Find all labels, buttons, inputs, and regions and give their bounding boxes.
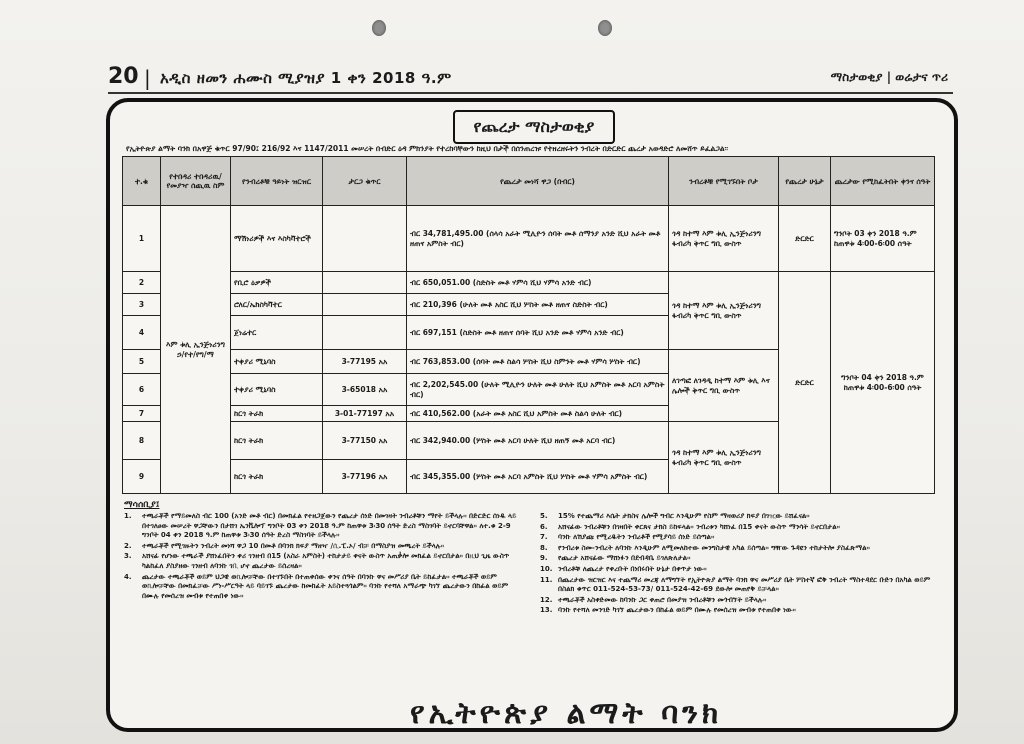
col-header-location: ንብረቶቹ የሚገኙበት ቦታ bbox=[669, 157, 779, 206]
row-no: 3 bbox=[123, 294, 161, 316]
row-opening: ግንቦት 04 ቀን 2018 ዓ.ም ከጠዋቱ 4፡00-6፡00 ሰዓት bbox=[831, 272, 935, 494]
row-plate bbox=[323, 206, 407, 272]
note-item bbox=[540, 533, 932, 543]
row-plate: 3-77150 አአ bbox=[323, 422, 407, 460]
notes-right-column bbox=[540, 512, 932, 617]
note-number: 10. bbox=[540, 564, 553, 573]
note-text: ባንኩ ለሽያጩ የሚረዱትን ንብረቶች የሚያሳይ ሰነድ ይሰጣል፡፡ bbox=[558, 533, 715, 542]
note-number: 13. bbox=[540, 606, 553, 615]
note-item bbox=[124, 573, 524, 602]
note-item bbox=[540, 544, 932, 554]
note-item bbox=[540, 512, 932, 522]
note-item bbox=[540, 606, 932, 616]
note-text: አሸናፊው ንብረቶቹን በገዛበት ቀርጸና ታክስ ይከፍላል፡፡ ንብረቱን ካሸነፈ በ15 ቀናት ውስጥ ማንሳት ይኖርበታል፡፡ bbox=[558, 522, 841, 531]
note-item bbox=[540, 576, 932, 595]
row-plate: 3-77195 አአ bbox=[323, 350, 407, 374]
row-no: 5 bbox=[123, 350, 161, 374]
note-text: ተጫራቾች አስቀድመው ከባንኩ ጋር ቀጠሮ በመያዝ ንብረቶቹን መጎብኘት ይችላሉ፡፡ bbox=[558, 595, 767, 604]
col-header-opening: ጨረታው የሚከፈትበት ቀንና ሰዓት bbox=[831, 157, 935, 206]
row-opening: ግንቦት 03 ቀን 2018 ዓ.ም ከጠዋቱ 4፡00-6፡00 ሰዓት bbox=[831, 206, 935, 272]
auction-table bbox=[122, 156, 935, 494]
note-number: 8. bbox=[540, 543, 548, 552]
row-plate bbox=[323, 294, 407, 316]
note-number: 1. bbox=[124, 512, 132, 520]
note-number: 12. bbox=[540, 595, 553, 604]
col-header-plate: ታርጋ ቁጥር bbox=[323, 157, 407, 206]
row-no: 2 bbox=[123, 272, 161, 294]
borrower-cell: እም ቱሊ ኢንጅነሪንግ ኃ/የተ/የግ/ማ bbox=[161, 206, 231, 494]
row-item: ከርጎ ትራክ bbox=[231, 406, 323, 422]
note-item bbox=[540, 596, 932, 606]
header-separator: | bbox=[144, 66, 151, 90]
row-no: 6 bbox=[123, 374, 161, 406]
col-header-no: ተ.ቁ bbox=[123, 157, 161, 206]
section-title: ማስታወቂያ | ወሬታና ጥሪ bbox=[830, 70, 948, 84]
notice-title: የጨረታ ማስታወቂያ bbox=[453, 110, 615, 144]
header-rule bbox=[108, 92, 953, 94]
row-item: ጀነሬተር bbox=[231, 316, 323, 350]
row-price: ብር 763,853.00 (ሰባት መቶ ስልሳ ሦስት ሺህ ስምንት መቶ ሃምሳ ሦስት ብር) bbox=[407, 350, 669, 374]
row-price: ብር 2,202,545.00 (ሁለት ሚሊዮን ሁለት መቶ ሁለት ሺህ አምስት መቶ አርባ አምስት ብር) bbox=[407, 374, 669, 406]
note-item bbox=[124, 552, 524, 571]
row-item: ከርጎ ትራክ bbox=[231, 422, 323, 460]
row-price: ብር 650,051.00 (ስድስት መቶ ሃምሳ ሺህ ሃምሳ አንድ ብር) bbox=[407, 272, 669, 294]
row-item: ማሽነሪዎች እና እስካቫተሮች bbox=[231, 206, 323, 272]
row-location: ጎዳ ከተማ እም ቱሊ ኢንጅነሪንግ ፋብሪካ ቅጥር ግቢ ውስጥ bbox=[669, 206, 779, 272]
row-no: 7 bbox=[123, 406, 161, 422]
note-item bbox=[540, 523, 932, 533]
row-location: ጎዳ ከተማ እም ቱሊ ኢንጅነሪንግ ፋብሪካ ቅጥር ግቢ ውስጥ bbox=[669, 272, 779, 350]
note-number: 5. bbox=[540, 512, 548, 520]
advertisement-frame bbox=[106, 98, 958, 732]
row-price: ብር 34,781,495.00 (ሰላሳ አራት ሚሊዮን ሰባት መቶ ሰማንያ አንድ ሺህ አራት መቶ ዘጠና አምስት ብር) bbox=[407, 206, 669, 272]
punch-hole bbox=[598, 20, 612, 36]
row-plate bbox=[323, 316, 407, 350]
note-number: 6. bbox=[540, 522, 548, 531]
note-number: 7. bbox=[540, 533, 548, 542]
note-text: ንብረቶቹ ለጨረታ የቀረቡት በነበሩበት ሁኔታ በቀጥታ ነው፡፡ bbox=[558, 564, 707, 573]
note-item bbox=[124, 512, 524, 541]
note-number: 3. bbox=[124, 552, 132, 561]
newspaper-title: አዲስ ዘመን ሐሙስ ሚያዝያ 1 ቀን 2018 ዓ.ም bbox=[160, 69, 452, 87]
row-condition: ድርድር bbox=[779, 272, 831, 494]
col-header-item: የንብረቶቹ ዓይነት ዝርዝር bbox=[231, 157, 323, 206]
row-price: ብር 210,396 (ሁለት መቶ አስር ሺህ ሦስት መቶ ዘጠና ስድስት ብር) bbox=[407, 294, 669, 316]
note-text: አሸናፊ የሆነው ተጫራች ያሸነፈበትን ቀሪ ገንዘብ በ15 (አስራ አምስት) ተከታታይ ቀናት ውስጥ አጠቃሎ መክፈል ይኖርበታል፡፡ በዚህ ጊዜ ውስጥ ካልከፈለ ያስያዘው ገንዘብ ለባንኩ ገቢ ሆኖ ጨረታው ይሰረዛል፡፡ bbox=[142, 552, 510, 570]
row-item: ተቀያሪ ሚኒባስ bbox=[231, 350, 323, 374]
table-row bbox=[123, 272, 935, 294]
row-no: 9 bbox=[123, 460, 161, 494]
note-text: ተጫራቾች የማይመለስ ብር 100 (አንድ መቶ ብር) በመክፈል የተዘጋጀውን የጨረታ ሰነድ በመገዛት ንብረቶቹን ማየት ይችላሉ፡፡ በድርድር ሰነዱ ላይ በተገለፀው መሠረት ዋጋቸውን በታሸገ ኤንቬሎፕ ግንቦት 03 ቀን 2018 ዓ.ም ከጠዋቱ 3፡30 ሰዓት ድረስ ማስገባት ይኖርባቸዋል፡፡ ለተ.ቁ 2-9 ግንቦት 04 ቀን 2018 ዓ.ም ከጠዋቱ 3፡30 ሰዓት ድረስ ማስገባት ይችላሉ፡፡ bbox=[142, 512, 517, 540]
table-row bbox=[123, 206, 935, 272]
col-header-condition: የጨረታ ሁኔታ bbox=[779, 157, 831, 206]
row-price: ብር 345,355.00 (ሦስት መቶ አርባ አምስት ሺህ ሦስት መቶ ሃምሳ አምስት ብር) bbox=[407, 460, 669, 494]
notes-left-column bbox=[124, 512, 524, 602]
col-header-borrower: የተበዳሪ ተበዳሪዉ/ የመያዣ ሰጪዉ ስም bbox=[161, 157, 231, 206]
note-number: 4. bbox=[124, 572, 132, 581]
row-plate: 3-65018 አአ bbox=[323, 374, 407, 406]
notice-intro: የኢትዮጵያ ልማት ባንክ በአዋጅ ቁጥር 97/90፤ 216/92 እና 1147/2011 መሠረት በብድር ዕዳ ምክንያት የተረከባቸውን ከዚህ በታች በሰንጠረዡ የተዘረዘሩትን ንብረት በድርድር ጨረታ አወዳድሮ ለመሸጥ ይፈልጋል፡፡ bbox=[126, 144, 729, 153]
note-text: ባንኩ የተሻለ መንገድ ካገኘ ጨረታውን በከፊል ወይም በሙሉ የመሰረዝ መብቱ የተጠበቀ ነው፡፡ bbox=[558, 606, 796, 615]
page-header bbox=[108, 64, 948, 92]
note-text: የጨረታ አሸናፊው ማሸነፉን በደብዳቤ ይገለጽለታል፡፡ bbox=[558, 554, 691, 563]
table-header-row bbox=[123, 157, 935, 206]
note-number: 11. bbox=[540, 575, 553, 584]
row-plate: 3-77196 አአ bbox=[323, 460, 407, 494]
row-location: ጎዳ ከተማ እም ቱሊ ኢንጅነሪንግ ፋብሪካ ቅጥር ግቢ ውስጥ bbox=[669, 422, 779, 494]
row-location: ለገጣፎ ለገዳዲ ከተማ እም ቱሊ እና ሌሎች ቅጥር ግቢ ውስጥ bbox=[669, 350, 779, 422]
note-text: የንብረቱ ስመ-ንብረት ለባንኩ እንዲሁም ለሚመለከተው መንግስታዊ አካል ይሰጣል፡፡ ግዥው ጉዳዩን ተከታትሎ ያስፈጽማል፡፡ bbox=[558, 543, 870, 552]
col-header-price: የጨረታ መነሻ ዋጋ (በብር) bbox=[407, 157, 669, 206]
row-item: ከርጎ ትራክ bbox=[231, 460, 323, 494]
note-item bbox=[540, 565, 932, 575]
row-price: ብር 697,151 (ስድስት መቶ ዘጠና ሰባት ሺህ አንድ መቶ ሃምሳ አንድ ብር) bbox=[407, 316, 669, 350]
note-number: 2. bbox=[124, 541, 132, 550]
row-item: የቢሮ ዕቃዎች bbox=[231, 272, 323, 294]
row-item: ተቀያሪ ሚኒባስ bbox=[231, 374, 323, 406]
row-no: 4 bbox=[123, 316, 161, 350]
note-text: በጨረታው ዝርዝር እና ተጨማሪ መረጃ ለማግኘት የኢትዮጵያ ልማት ባንክ ዋና መሥሪያ ቤት ሦስተኛ ፎቅ ንብረት ማስተዳደር ቡድን በአካል ወይም በስልክ ቁጥር 011-524-53-73/ 011-524-42-69 ደውሎ መጠየቅ ይቻላል፡፡ bbox=[558, 575, 931, 594]
note-text: ተጫራቾች የሚገዙትን ንብረት መነሻ ዋጋ 10 በመቶ በባንክ ክፍያ ማዘዣ /ሲ.ፒ.ኦ/ ብቻ በማስያዝ መጫረት ይችላሉ፡፡ bbox=[142, 541, 445, 550]
note-item bbox=[124, 542, 524, 552]
punch-hole bbox=[372, 20, 386, 36]
row-plate: 3-01-77197 አአ bbox=[323, 406, 407, 422]
row-price: ብር 342,940.00 (ሦስት መቶ አርባ ሁለት ሺህ ዘጠኝ መቶ አርባ ብር) bbox=[407, 422, 669, 460]
note-text: ጨረታው ተጫራቾች ወይም ህጋዊ ወኪሎቻቸው በተገኙበት በተጠቀሰው ቀንና ሰዓት በባንኩ ዋና መሥሪያ ቤት ይከፈታል፡፡ ተጫራቾች ወይም ወኪሎቻቸው በመክፈቻው ሥነ-ሥርዓት ላይ ባይገኙ ጨረታው ከመከፈት አይስተጓጎልም፡፡ ባንኩ የተሻለ አማራጭ ካገኘ ጨረታውን በከፊል ወይም በሙሉ የመሰረዝ መብቱ የተጠበቀ ነው፡፡ bbox=[142, 572, 509, 600]
bank-name: የኢትዮጵያ ልማት ባንክ bbox=[410, 696, 723, 731]
note-text: 15% የተጨማሪ እሴት ታክስና ሌሎች ግብር እንዲሁም የስም ማዛወሪያ ክፍያ በገዢው ይሸፈናል፡፡ bbox=[558, 512, 810, 520]
note-item bbox=[540, 554, 932, 564]
note-number: 9. bbox=[540, 554, 548, 563]
row-price: ብር 410,562.00 (አራት መቶ አስር ሺህ አምስት መቶ ስልሳ ሁለት ብር) bbox=[407, 406, 669, 422]
notes-title: ማሳሰቢያ፤ bbox=[124, 500, 160, 510]
row-no: 1 bbox=[123, 206, 161, 272]
row-no: 8 bbox=[123, 422, 161, 460]
row-condition: ድርድር bbox=[779, 206, 831, 272]
row-plate bbox=[323, 272, 407, 294]
page-number: 20 bbox=[108, 64, 139, 89]
row-item: ሮለር/ኤክስካቫተር bbox=[231, 294, 323, 316]
